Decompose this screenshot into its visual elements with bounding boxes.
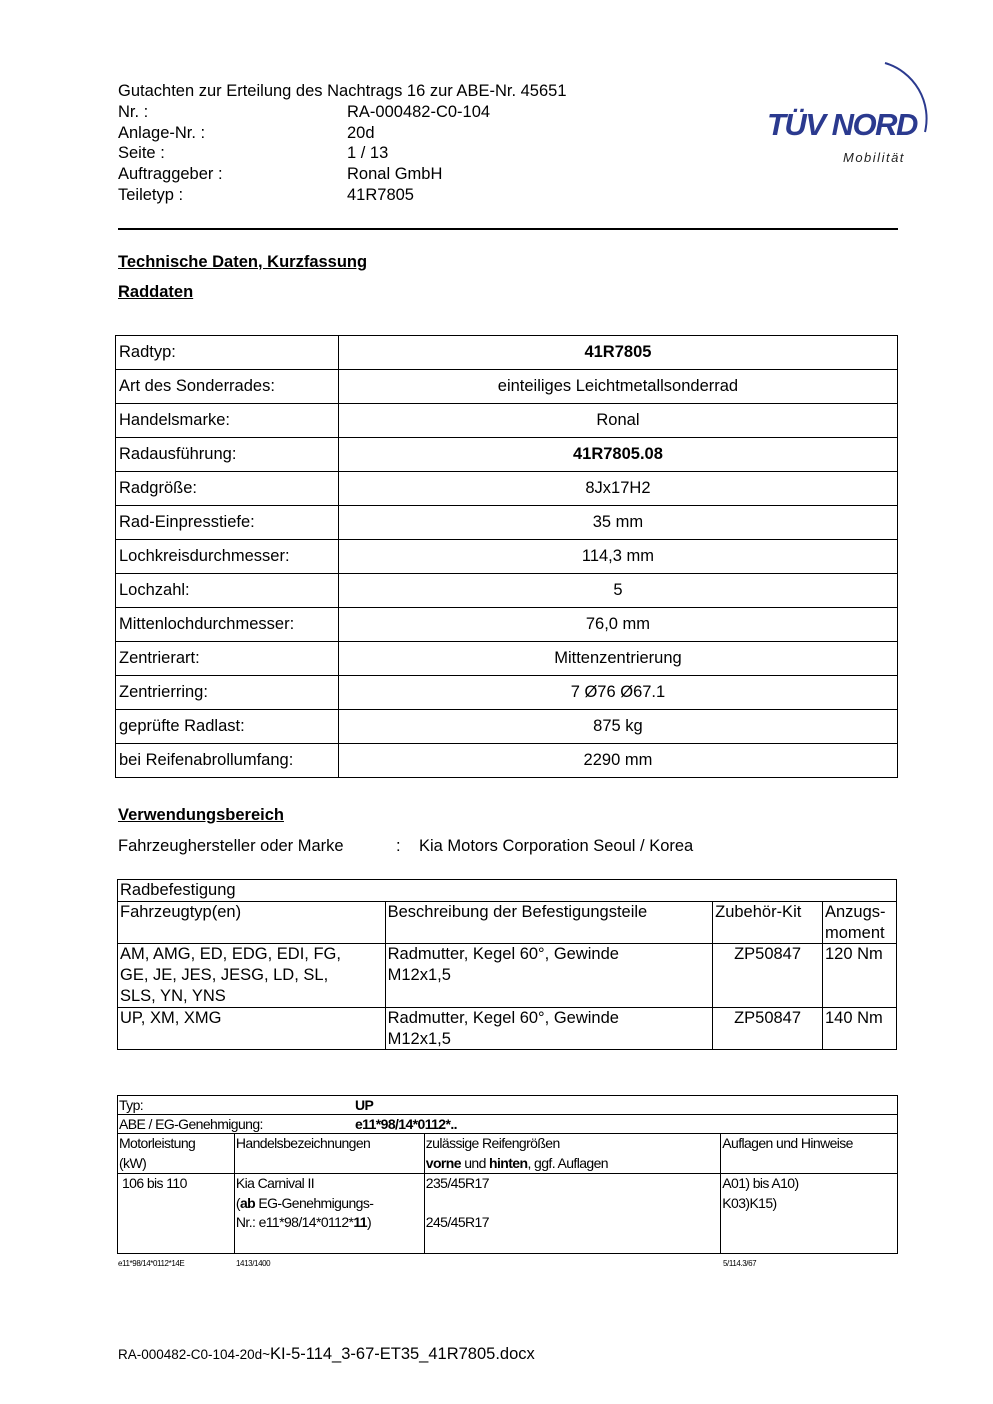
- col-motorleistung-line1: Motorleistung: [119, 1135, 196, 1151]
- header-field-row: [118, 164, 567, 185]
- logo-subtitle: Mobilität: [843, 150, 905, 165]
- raddaten-value: 41R7805: [338, 336, 897, 370]
- fahrzeugtyp-line: SLS, YN, YNS: [120, 986, 226, 1005]
- typ-value: UP: [355, 1097, 374, 1113]
- page-footer: [118, 1345, 535, 1364]
- row-notes2: K03)K15): [722, 1194, 777, 1211]
- raddaten-label: Art des Sonderrades:: [116, 370, 339, 404]
- header-field-label: Seite :: [118, 144, 165, 163]
- raddaten-row: [116, 676, 898, 710]
- document-title: Gutachten zur Erteilung des Nachtrags 16 zur ABE-Nr. 45651: [118, 82, 567, 100]
- header-fahrzeugtyp: Fahrzeugtyp(en): [118, 901, 386, 944]
- raddaten-value: 2290 mm: [338, 744, 897, 778]
- row-auflagen: [721, 1174, 898, 1254]
- raddaten-row: [116, 506, 898, 540]
- raddaten-label: Mittenlochdurchmesser:: [116, 608, 339, 642]
- beschreibung-line: M12x1,5: [387, 966, 451, 985]
- abe-label: ABE / EG-Genehmigung:: [119, 1116, 263, 1132]
- typ-foot-mid: 1413/1400: [236, 1259, 271, 1268]
- row-name2-post: EG-Genehmigungs-: [255, 1194, 374, 1211]
- beschreibung-line: M12x1,5: [387, 1029, 451, 1048]
- raddaten-label: Lochzahl:: [116, 574, 339, 608]
- beschreibung-cell: [385, 944, 712, 1007]
- row-notes1: A01) bis A10): [722, 1175, 799, 1191]
- typ-table: [117, 1095, 898, 1254]
- col-motorleistung: [118, 1134, 235, 1174]
- section-raddaten: Raddaten: [118, 283, 194, 301]
- col-handelsbezeichnungen: Handelsbezeichnungen: [234, 1134, 424, 1174]
- raddaten-row: [116, 710, 898, 744]
- header-field-row: [118, 143, 567, 164]
- row-name3-bold: 11: [353, 1214, 367, 1230]
- raddaten-label: Zentrierring:: [116, 676, 339, 710]
- header-field-label: Anlage-Nr. :: [118, 123, 206, 142]
- row-handelsbezeichnung: [234, 1174, 424, 1254]
- header-field-row: [118, 185, 567, 206]
- raddaten-row: [116, 404, 898, 438]
- raddaten-label: Zentrierart:: [116, 642, 339, 676]
- col-reifen-und: und: [460, 1154, 490, 1171]
- col-auflagen: Auflagen und Hinweise: [721, 1134, 898, 1174]
- zubehoer-kit-cell: ZP50847: [713, 1007, 823, 1050]
- raddaten-label: bei Reifenabrollumfang:: [116, 744, 339, 778]
- raddaten-value: 35 mm: [338, 506, 897, 540]
- tuev-nord-logo: [765, 57, 945, 172]
- header-moment: moment: [825, 923, 885, 942]
- raddaten-value: Mittenzentrierung: [338, 642, 897, 676]
- raddaten-row: [116, 438, 898, 472]
- row-name2-bold: ab: [239, 1194, 256, 1211]
- col-motorleistung-line2: (kW): [119, 1154, 147, 1171]
- col-reifen-rest: , ggf. Auflagen: [527, 1154, 608, 1171]
- raddaten-label: Handelsmarke:: [116, 404, 339, 438]
- raddaten-row: [116, 642, 898, 676]
- document-header: [118, 81, 567, 206]
- typ-foot-left: e11*98/14*0112*14E: [118, 1259, 185, 1268]
- row-name3-pre: Nr.: e11*98/14*0112*: [235, 1214, 354, 1230]
- raddaten-label: Lochkreisdurchmesser:: [116, 540, 339, 574]
- row-name3-post: ): [367, 1214, 372, 1230]
- abe-value: e11*98/14*0112*..: [355, 1116, 457, 1132]
- raddaten-row: [116, 472, 898, 506]
- hersteller-separator: :: [396, 837, 401, 855]
- header-field-value: 41R7805: [347, 185, 414, 204]
- raddaten-label: Radausführung:: [116, 438, 339, 472]
- header-beschreibung: Beschreibung der Befestigungsteile: [385, 901, 712, 944]
- header-field-label: Teiletyp :: [118, 185, 184, 204]
- raddaten-table: [115, 335, 898, 778]
- col-reifengroessen: [424, 1134, 720, 1174]
- beschreibung-line: Radmutter, Kegel 60°, Gewinde: [387, 1008, 619, 1027]
- fahrzeugtyp-cell: [118, 1007, 386, 1050]
- zubehoer-kit-cell: ZP50847: [713, 944, 823, 1007]
- raddaten-value: 76,0 mm: [338, 608, 897, 642]
- row-power: 106 bis 110: [118, 1174, 235, 1254]
- header-field-value: 1 / 13: [347, 144, 389, 163]
- section-technische-daten: Technische Daten, Kurzfassung: [118, 253, 368, 271]
- raddaten-row: [116, 540, 898, 574]
- header-field-value: 20d: [347, 123, 375, 142]
- raddaten-row: [116, 336, 898, 370]
- raddaten-label: Radtyp:: [116, 336, 339, 370]
- fahrzeugtyp-cell: [118, 944, 386, 1007]
- row-name2-pre: (: [235, 1194, 240, 1211]
- raddaten-value: 7 Ø76 Ø67.1: [338, 676, 897, 710]
- raddaten-value: 114,3 mm: [338, 540, 897, 574]
- footer-filename: KI-5-114_3-67-ET35_41R7805.docx: [269, 1345, 535, 1363]
- raddaten-row: [116, 574, 898, 608]
- col-reifen-line1: zulässige Reifengrößen: [425, 1135, 560, 1151]
- row-reifen: [424, 1174, 720, 1254]
- header-field-row: [118, 102, 567, 123]
- raddaten-value: 8Jx17H2: [338, 472, 897, 506]
- raddaten-value: 5: [338, 574, 897, 608]
- hersteller-line: [118, 837, 693, 856]
- raddaten-value: Ronal: [338, 404, 897, 438]
- header-field-row: [118, 123, 567, 144]
- row-tire2: 245/45R17: [425, 1213, 489, 1230]
- beschreibung-cell: [385, 1007, 712, 1050]
- header-divider: [118, 228, 898, 230]
- raddaten-label: geprüfte Radlast:: [116, 710, 339, 744]
- row-name-line1: Kia Carnival II: [235, 1175, 315, 1191]
- fahrzeugtyp-line: GE, JE, JES, JESG, LD, SL,: [120, 966, 329, 985]
- header-anzugsmoment: [823, 901, 897, 944]
- raddaten-value: 41R7805.08: [338, 438, 897, 472]
- radbefestigung-table: [117, 879, 897, 1050]
- raddaten-value: 875 kg: [338, 710, 897, 744]
- radbefestigung-row: [118, 1007, 897, 1050]
- raddaten-label: Radgröße:: [116, 472, 339, 506]
- raddaten-value: einteiliges Leichtmetallsonderrad: [338, 370, 897, 404]
- typ-foot-right: 5/114.3/67: [723, 1259, 757, 1268]
- footer-prefix: RA-000482-C0-104-20d~: [118, 1347, 270, 1362]
- raddaten-label: Rad-Einpresstiefe:: [116, 506, 339, 540]
- header-field-label: Auftraggeber :: [118, 165, 223, 184]
- raddaten-row: [116, 744, 898, 778]
- radbefestigung-title: Radbefestigung: [118, 880, 897, 902]
- header-field-value: RA-000482-C0-104: [347, 102, 491, 121]
- header-anzugs: Anzugs-: [825, 902, 886, 921]
- header-zubehoer-kit: Zubehör-Kit: [713, 901, 823, 944]
- fahrzeugtyp-line: AM, AMG, ED, EDG, EDI, FG,: [120, 945, 341, 964]
- header-field-label: Nr. :: [118, 102, 149, 121]
- raddaten-row: [116, 370, 898, 404]
- hersteller-value: Kia Motors Corporation Seoul / Korea: [419, 837, 694, 855]
- fahrzeugtyp-line: UP, XM, XMG: [120, 1008, 222, 1027]
- logo-wordmark: TÜV NORD: [767, 107, 917, 142]
- typ-label: Typ:: [119, 1097, 144, 1113]
- section-verwendungsbereich: Verwendungsbereich: [118, 806, 284, 824]
- hersteller-label: Fahrzeughersteller oder Marke: [118, 837, 344, 855]
- beschreibung-line: Radmutter, Kegel 60°, Gewinde: [387, 945, 619, 964]
- header-field-value: Ronal GmbH: [347, 165, 443, 184]
- row-tire1: 235/45R17: [425, 1175, 489, 1191]
- raddaten-row: [116, 608, 898, 642]
- col-reifen-hinten: hinten: [489, 1154, 528, 1171]
- col-reifen-vorne: vorne: [425, 1154, 461, 1171]
- header-fields: [118, 102, 567, 206]
- anzugsmoment-cell: 140 Nm: [823, 1007, 897, 1050]
- anzugsmoment-cell: 120 Nm: [823, 944, 897, 1007]
- radbefestigung-row: [118, 944, 897, 1007]
